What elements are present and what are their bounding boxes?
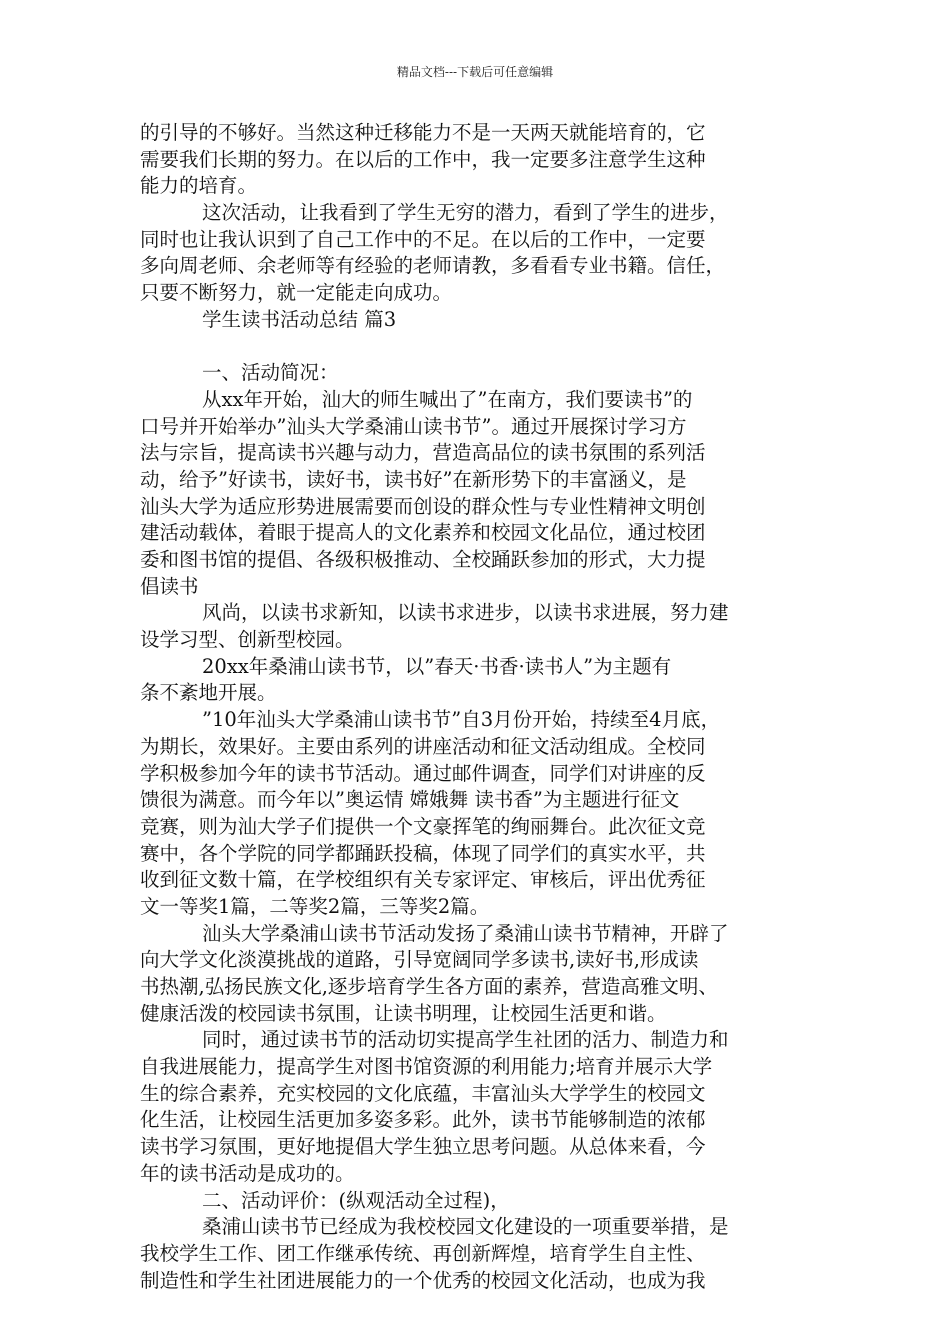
text-line: 桑浦山读书节已经成为我校校园文化建设的一项重要举措，是 — [202, 1215, 729, 1239]
text-line: 建活动载体，着眼于提高人的文化素养和校园文化品位，通过校团 — [140, 521, 706, 545]
text-line: 向大学文化淡漠挑战的道路，引导宽阔同学多读书,读好书,形成读 — [140, 948, 699, 972]
text-line: 口号并开始举办”汕头大学桑浦山读书节”。通过开展探讨学习方 — [140, 414, 687, 438]
text-line: 读书学习氛围，更好地提倡大学生独立思考问题。从总体来看，今 — [140, 1135, 706, 1159]
text-line: 同时也让我认识到了自己工作中的不足。在以后的工作中，一定要 — [140, 227, 706, 251]
text-line: 汕头大学桑浦山读书节活动发扬了桑浦山读书节精神，开辟了 — [202, 921, 729, 945]
text-line: 为期长，效果好。主要由系列的讲座活动和征文活动组成。全校同 — [140, 734, 706, 758]
text-line: 条不紊地开展。 — [140, 681, 277, 705]
text-line: ”10年汕头大学桑浦山读书节”自3月份开始，持续至4月底， — [202, 708, 721, 732]
text-line: 我校学生工作、团工作继承传统、再创新辉煌，培育学生自主性、 — [140, 1241, 706, 1265]
text-line: 文一等奖1篇，二等奖2篇，三等奖2篇。 — [140, 894, 490, 918]
text-line: 能力的培育。 — [140, 174, 258, 198]
text-line: 同时，通过读书节的活动切实提高学生社团的活力、制造力和 — [202, 1028, 729, 1052]
text-line: 一、活动简况： — [202, 361, 339, 385]
text-line: 生的综合素养，充实校园的文化底蕴，丰富汕头大学学生的校园文 — [140, 1081, 706, 1105]
text-line: 从xx年开始，汕大的师生喊出了”在南方，我们要读书”的 — [202, 387, 693, 411]
page-header: 精品文档---下载后可任意编辑 — [396, 65, 554, 79]
text-line: 多向周老师、余老师等有经验的老师请教，多看看专业书籍。信任， — [140, 254, 726, 278]
text-line: 倡读书 — [140, 574, 199, 598]
text-line: 这次活动，让我看到了学生无穷的潜力，看到了学生的进步， — [202, 201, 729, 225]
text-line: 需要我们长期的努力。在以后的工作中，我一定要多注意学生这种 — [140, 147, 706, 171]
text-line: 动，给予”好读书，读好书，读书好”在新形势下的丰富涵义，是 — [140, 467, 687, 491]
text-line: 书热潮,弘扬民族文化,逐步培育学生各方面的素养，营造高雅文明、 — [140, 975, 718, 998]
text-line: 竞赛，则为汕大学子们提供一个文豪挥笔的绚丽舞台。此次征文竞 — [140, 814, 706, 838]
text-line: 年的读书活动是成功的。 — [140, 1161, 355, 1185]
text-line: 设学习型、创新型校园。 — [140, 628, 355, 652]
text-line: 赛中，各个学院的同学都踊跃投稿，体现了同学们的真实水平，共 — [140, 841, 706, 865]
text-line: 化生活，让校园生活更加多姿多彩。此外，读书节能够制造的浓郁 — [140, 1108, 706, 1132]
text-line: 委和图书馆的提倡、各级积极推动、全校踊跃参加的形式，大力提 — [140, 548, 706, 571]
text-line: 学积极参加今年的读书节活动。通过邮件调查，同学们对讲座的反 — [140, 761, 706, 785]
text-line: 健康活泼的校园读书氛围，让读书明理，让校园生活更和谐。 — [140, 1001, 667, 1025]
blank-line — [140, 334, 824, 361]
document-body — [140, 120, 824, 1294]
text-line: 自我进展能力，提高学生对图书馆资源的利用能力;培育并展示大学 — [140, 1055, 713, 1079]
text-line: 收到征文数十篇，在学校组织有关专家评定、审核后，评出优秀征 — [140, 868, 706, 892]
text-line: 学生读书活动总结 篇3 — [202, 307, 397, 331]
text-line: 馈很为满意。而今年以”奥运情 嫦娥舞 读书香”为主题进行征文 — [140, 788, 680, 812]
text-line: 只要不断努力，就一定能走向成功。 — [140, 281, 453, 305]
text-line: 二、活动评价：(纵观活动全过程)， — [202, 1188, 510, 1212]
text-line: 制造性和学生社团进展能力的一个优秀的校园文化活动，也成为我 — [140, 1268, 706, 1292]
text-line: 汕头大学为适应形势进展需要而创设的群众性与专业性精神文明创 — [140, 494, 706, 518]
text-line: 法与宗旨，提高读书兴趣与动力，营造高品位的读书氛围的系列活 — [140, 441, 706, 465]
text-line: 20xx年桑浦山读书节，以”春天·书香·读书人”为主题有 — [202, 654, 672, 678]
text-line: 风尚，以读书求新知，以读书求进步，以读书求进展，努力建 — [202, 601, 729, 625]
text-line: 的引导的不够好。当然这种迁移能力不是一天两天就能培育的，它 — [140, 121, 706, 144]
